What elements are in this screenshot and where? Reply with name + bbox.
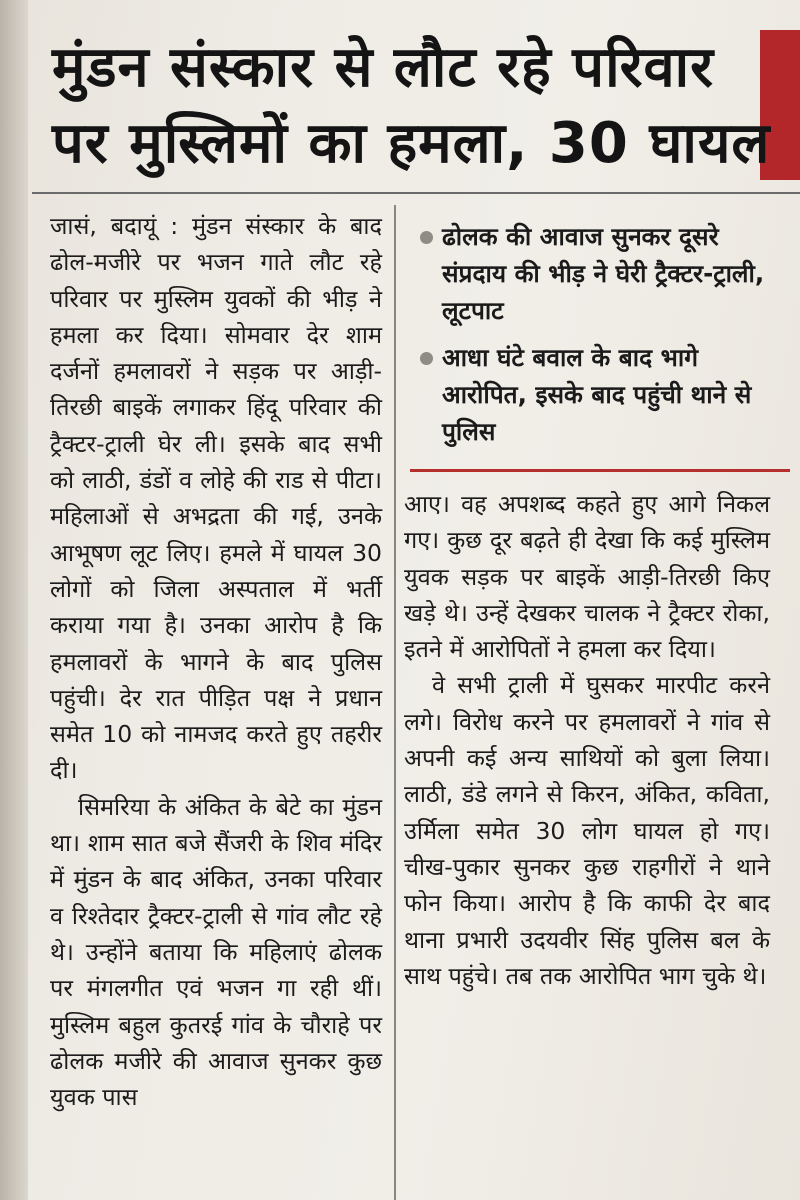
highlight-item <box>412 218 772 329</box>
highlights-box <box>412 218 772 460</box>
headline-divider <box>32 192 800 194</box>
headline <box>52 30 792 182</box>
bullet-icon <box>420 231 433 244</box>
paragraph: आए। वह अपशब्द कहते हुए आगे निकल गए। कुछ दूर बढ़ते ही देखा कि कई मुस्लिम युवक सड़क पर बाइकें आड़ी-तिरछी किए खड़े थे। उन्हें देखकर चालक ने ट्रैक्टर रोका, इतने में आरोपितों ने हमला कर दिया। <box>404 490 770 664</box>
paragraph: जासं, बदायूं : मुंडन संस्कार के बाद ढोल-मजीरे पर भजन गाते लौट रहे परिवार पर मुस्लिम युवकों की भीड़ ने हमला कर दिया। सोमवार देर शाम दर्जनों हमलावरों ने सड़क पर आड़ी-तिरछी बाइकें लगाकर हिंदू परिवार की ट्रैक्टर-ट्राली घेर ली। इसके बाद सभी को लाठी, डंडों व लोहे की राड से पीटा। महिलाओं से अभद्रता की गई, उनके आभूषण लूट लिए। हमले में घायल 30 लोगों को जिला अस्पताल में भर्ती कराया गया है। उनका आरोप है कि हमलावरों के भागने के बाद पुलिस पहुंची। देर रात पीड़ित पक्ष ने प्रधान समेत 10 को नामजद करते हुए तहरीर दी। <box>50 212 382 785</box>
headline-line-1: मुंडन संस्कार से लौट रहे परिवार <box>52 35 715 100</box>
headline-line-2: पर मुस्लिमों का हमला, 30 घायल <box>52 111 771 176</box>
bullet-icon <box>420 352 433 365</box>
left-column <box>50 208 382 1115</box>
highlights-red-rule <box>410 469 790 472</box>
right-column <box>404 486 770 994</box>
paper-edge-shadow <box>0 0 28 1200</box>
highlight-text: ढोलक की आवाज सुनकर दूसरे संप्रदाय की भीड़ ने घेरी ट्रैक्टर-ट्राली, लूटपाट <box>442 222 765 325</box>
paragraph: सिमरिया के अंकित के बेटे का मुंडन था। शाम सात बजे सैंजरी के शिव मंदिर में मुंडन के बाद अंकित, उनका परिवार व रिश्तेदार ट्रैक्टर-ट्राली से गांव लौट रहे थे। उन्होंने बताया कि महिलाएं ढोलक पर मंगलगीत एवं भजन गा रही थीं। मुस्लिम बहुल कुतरई गांव के चौराहे पर ढोलक मजीरे की आवाज सुनकर कुछ युवक पास <box>50 792 382 1112</box>
highlight-item <box>412 339 772 450</box>
paragraph: वे सभी ट्राली में घुसकर मारपीट करने लगे। विरोध करने पर हमलावरों ने गांव से अपनी कई अन्य साथियों को बुला लिया। लाठी, डंडे लगने से किरन, अंकित, कविता, उर्मिला समेत 30 लोग घायल हो गए। चीख-पुकार सुनकर कुछ राहगीरों ने थाने फोन किया। आरोप है कि काफी देर बाद थाना प्रभारी उदयवीर सिंह पुलिस बल के साथ पहुंचे। तब तक आरोपित भाग चुके थे। <box>404 671 770 990</box>
highlight-text: आधा घंटे बवाल के बाद भागे आरोपित, इसके बाद पहुंची थाने से पुलिस <box>442 343 752 446</box>
column-divider <box>394 205 396 1200</box>
